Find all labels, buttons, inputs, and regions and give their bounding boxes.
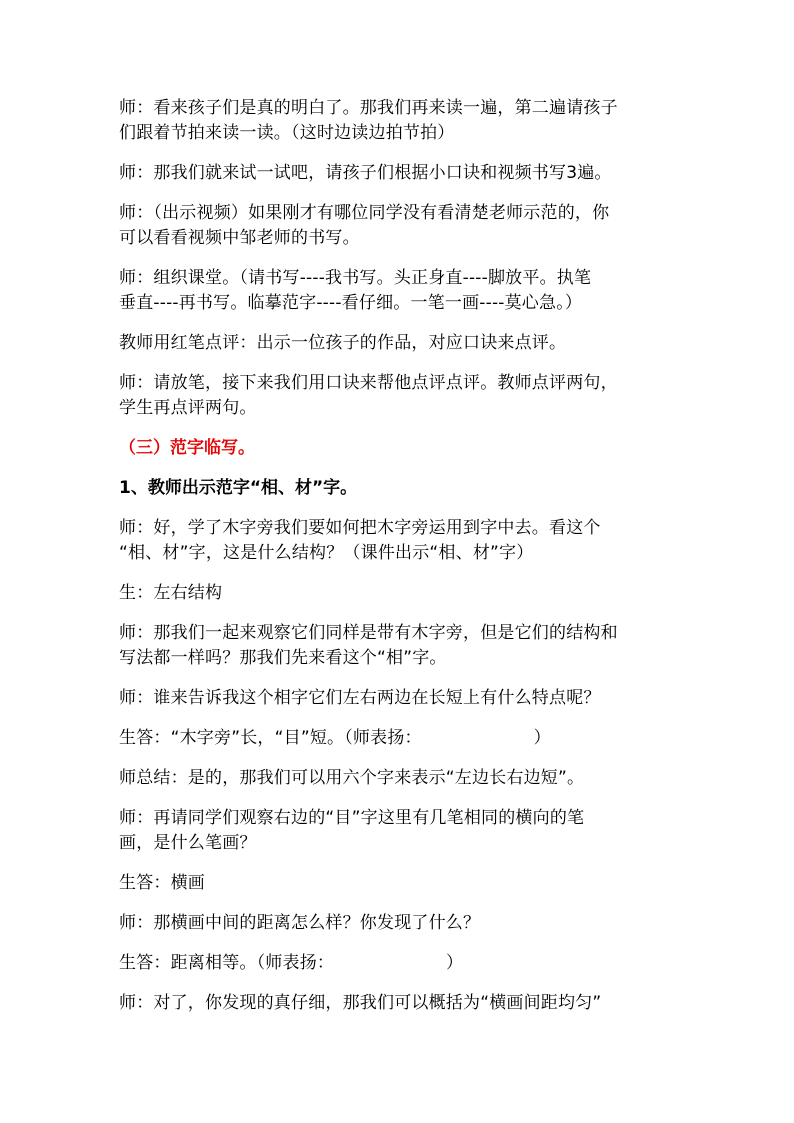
- text-line: 垂直----再书写。临摹范字----看仔细。一笔一画----莫心急。）: [119, 293, 583, 313]
- text-line: 师：请放笔，接下来我们用口诀来帮他点评点评。教师点评两句，: [119, 373, 618, 393]
- text-line: 师：（出示视频）如果刚才有哪位同学没有看清楚老师示范的，你: [119, 203, 610, 223]
- text-line: 可以看看视频中邹老师的书写。: [119, 228, 360, 248]
- text-line: 师：再请同学们观察右边的“目”字这里有几笔相同的横向的笔: [119, 808, 585, 828]
- paragraph: [119, 516, 679, 566]
- paragraph: [119, 871, 679, 896]
- text-line: 师：看来孩子们是真的明白了。那我们再来读一遍，第二遍请孩子: [119, 98, 618, 118]
- text-line: 写法都一样吗？那我们先来看这个“相”字。: [119, 648, 447, 668]
- text-line: 画，是什么笔画？: [119, 833, 257, 853]
- text-line: 师：组织课堂。（请书写----我书写。头正身直----脚放平。执笔: [119, 268, 592, 288]
- paragraph: [119, 806, 679, 856]
- text-line: 师：那我们就来试一试吧，请孩子们根据小口诀和视频书写3遍。: [119, 163, 612, 183]
- paragraph: [119, 766, 679, 791]
- paragraph-group-2: [119, 516, 679, 1016]
- text-line: 师：对了，你发现的真仔细，那我们可以概括为“横画间距均匀”: [119, 993, 602, 1013]
- paragraph: [119, 161, 679, 186]
- text-line: 师：那横画中间的距离怎么样？你发现了什么？: [119, 913, 481, 933]
- paragraph: [119, 991, 679, 1016]
- text-line: 师：那我们一起来观察它们同样是带有木字旁，但是它们的结构和: [119, 623, 618, 643]
- paragraph: [119, 371, 679, 421]
- paragraph: [119, 581, 679, 606]
- paragraph: [119, 621, 679, 671]
- text-line: 生答：“木字旁”长，“目”短。（师表扬： ）: [119, 728, 551, 748]
- paragraph: [119, 96, 679, 146]
- text-line: 学生再点评两句。: [119, 398, 257, 418]
- document-page: [119, 96, 679, 1031]
- text-line: 师总结：是的，那我们可以用六个字来表示“左边长右边短”。: [119, 768, 585, 788]
- section-heading: （三）范字临写。: [119, 438, 255, 458]
- paragraph-group-1: [119, 96, 679, 421]
- text-line: “相、材”字，这是什么结构？（课件出示“相、材”字）: [119, 543, 534, 563]
- paragraph: [119, 951, 679, 976]
- text-line: 生答：横画: [119, 873, 205, 893]
- text-line: 师：好，学了木字旁我们要如何把木字旁运用到字中去。看这个: [119, 518, 601, 538]
- text-line: 生答：距离相等。（师表扬： ）: [119, 953, 464, 973]
- paragraph: [119, 331, 679, 356]
- paragraph: [119, 911, 679, 936]
- text-line: 教师用红笔点评：出示一位孩子的作品，对应口诀来点评。: [119, 333, 567, 353]
- paragraph: [119, 726, 679, 751]
- paragraph: [119, 201, 679, 251]
- paragraph: [119, 266, 679, 316]
- sub-heading: 1、教师出示范字“相、材”字。: [119, 478, 358, 498]
- text-line: 们跟着节拍来读一读。（这时边读边拍节拍）: [119, 123, 455, 143]
- text-line: 师：谁来告诉我这个相字它们左右两边在长短上有什么特点呢？: [119, 688, 601, 708]
- paragraph: [119, 686, 679, 711]
- text-line: 生：左右结构: [119, 583, 223, 603]
